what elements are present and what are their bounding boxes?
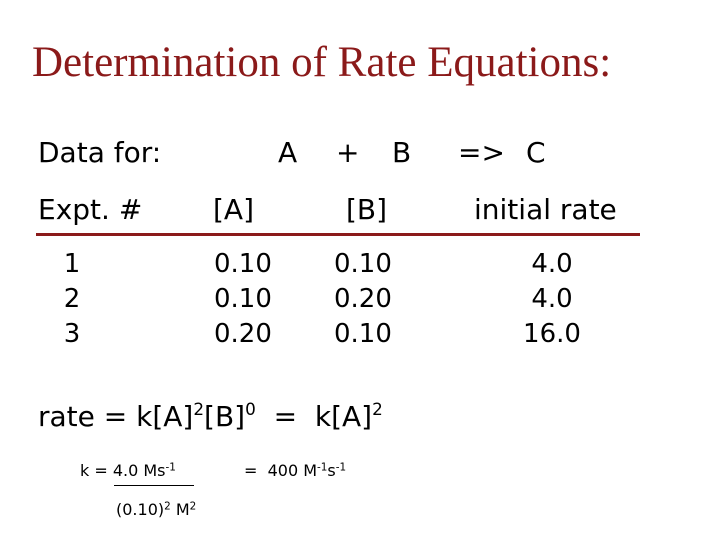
rate-equation [38, 400, 383, 433]
table-cell: 3 [63, 319, 81, 349]
k-denominator-base: (0.10) [116, 500, 165, 519]
exponent-a: 2 [193, 399, 205, 420]
table-cell: 0.10 [334, 319, 392, 349]
reaction-arrow: => [458, 136, 505, 169]
k-equals: k = [80, 461, 113, 480]
header-expt: Expt. # [38, 193, 143, 226]
header-initial-rate: initial rate [474, 193, 617, 226]
k-result [244, 461, 346, 480]
k-result-value: 400 M [267, 461, 318, 480]
k-numerator-exp: -1 [165, 461, 176, 474]
table-cell: 1 [63, 249, 81, 279]
column-b [334, 247, 394, 352]
reactant-a: A [278, 136, 298, 169]
rate-b-term: [B] [204, 400, 246, 433]
column-expt [52, 247, 92, 352]
table-cell: 0.10 [334, 249, 392, 279]
product-c: C [526, 136, 546, 169]
k-denominator-unit-exp: 2 [189, 500, 197, 513]
table-cell: 4.0 [531, 249, 573, 279]
k-denominator [116, 500, 196, 519]
table-cell: 0.10 [214, 284, 272, 314]
plus-sign: + [336, 136, 360, 169]
header-a: [A] [213, 193, 255, 226]
k-result-equals: = [244, 461, 258, 480]
k-denominator-exp: 2 [164, 500, 171, 513]
header-divider [36, 233, 640, 236]
k-result-exp2: -1 [335, 461, 347, 474]
reactant-b: B [392, 136, 412, 169]
table-cell: 2 [63, 284, 81, 314]
table-cell: 4.0 [531, 284, 573, 314]
rate-rhs: k[A] [314, 400, 373, 433]
k-result-s: s [327, 461, 336, 480]
equals-sign: = [273, 400, 298, 433]
table-cell: 16.0 [523, 319, 581, 349]
table-cell: 0.20 [214, 319, 272, 349]
exponent-rhs: 2 [372, 399, 383, 420]
rate-lhs: rate = k[A] [38, 400, 194, 433]
table-cell: 0.10 [214, 249, 272, 279]
column-a [214, 247, 274, 352]
k-numerator-line [80, 461, 176, 480]
exponent-b: 0 [245, 399, 256, 420]
data-for-label: Data for: [38, 136, 162, 169]
page-title: Determination of Rate Equations: [32, 39, 612, 86]
column-initial-rate [520, 247, 584, 352]
k-denominator-unit: M [170, 500, 190, 519]
fraction-bar [114, 485, 194, 486]
k-numerator: 4.0 Ms [112, 461, 166, 480]
header-b: [B] [346, 193, 388, 226]
table-cell: 0.20 [334, 284, 392, 314]
k-result-exp1: -1 [317, 461, 328, 474]
